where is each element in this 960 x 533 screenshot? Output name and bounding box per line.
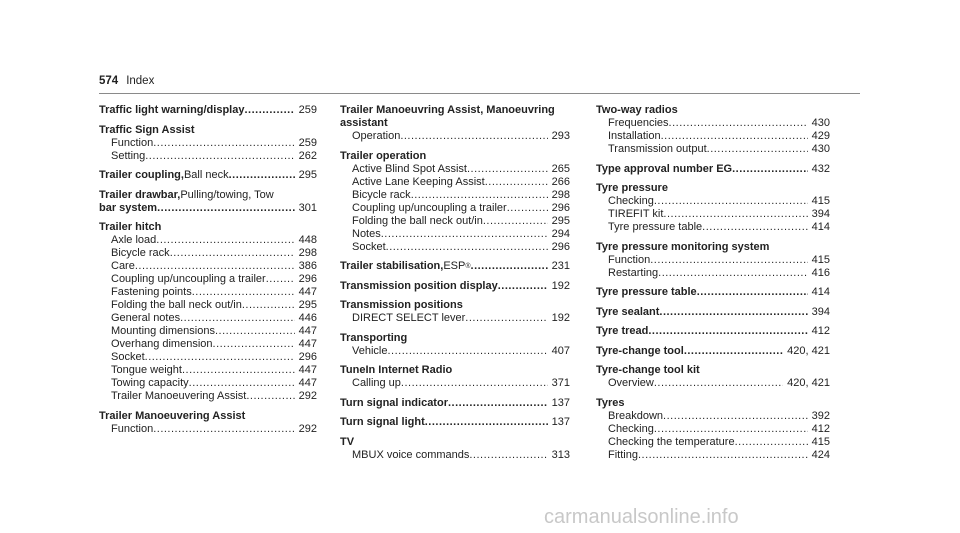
page-reference: 295	[551, 214, 570, 227]
page-reference: 265	[551, 162, 570, 175]
page-reference: 430	[811, 117, 830, 129]
page-reference: 415	[811, 253, 830, 266]
dot-leader	[266, 273, 295, 286]
index-entry	[340, 104, 570, 117]
page-reference: 394	[811, 305, 830, 318]
page-reference: 294	[551, 227, 570, 240]
dot-leader	[661, 130, 808, 143]
entry-term: Active Lane Keeping Assist	[352, 175, 485, 188]
page-reference: 414	[811, 286, 830, 298]
page-reference: 448	[298, 234, 317, 246]
dot-leader	[425, 416, 548, 429]
dot-leader	[669, 117, 808, 130]
entry-term: Type approval number EG	[596, 162, 733, 175]
dot-leader	[411, 189, 548, 202]
index-subentry	[340, 377, 570, 390]
index-entry	[596, 182, 830, 195]
index-subentry	[99, 234, 317, 247]
entry-term: Trailer coupling,	[99, 169, 184, 181]
page-reference: 371	[551, 377, 570, 389]
index-subentry	[596, 195, 830, 208]
entry-term: MBUX voice commands	[352, 448, 470, 461]
entry-suffix: Ball neck	[183, 169, 229, 181]
index-subentry	[99, 338, 317, 351]
entry-term: Function	[111, 422, 154, 435]
entry-term: Tongue weight	[111, 364, 182, 376]
entry-term: Turn signal light	[340, 416, 425, 428]
dot-leader	[638, 449, 808, 462]
entry-term: DIRECT SELECT lever	[352, 312, 466, 324]
index-subentry	[340, 312, 570, 325]
dot-leader	[467, 163, 548, 176]
entry-term: Function	[608, 253, 651, 266]
dot-leader	[663, 208, 807, 221]
page-reference: 262	[298, 149, 317, 162]
page-reference: 137	[551, 416, 570, 428]
page-reference: 392	[811, 409, 830, 422]
index-entry	[99, 189, 317, 202]
index-subentry	[99, 325, 317, 338]
page-reference: 296	[298, 351, 317, 363]
index-entry	[99, 169, 317, 182]
index-subentry	[99, 364, 317, 377]
entry-term: Trailer stabilisation,	[340, 260, 444, 272]
entry-term: Fitting	[608, 448, 638, 461]
page-reference: 447	[298, 325, 317, 337]
entry-term: Notes	[352, 227, 381, 240]
entry-term: Traffic Sign Assist	[99, 123, 195, 136]
index-entry	[340, 436, 570, 449]
entry-term: TV	[340, 435, 355, 448]
index-column-1	[99, 104, 317, 436]
page-reference: 415	[811, 435, 830, 448]
dot-leader	[182, 364, 295, 377]
entry-term: Calling up	[352, 377, 401, 389]
index-subentry	[99, 247, 317, 260]
page-reference: 192	[551, 279, 570, 292]
index-subentry	[340, 176, 570, 189]
entry-term: TIREFIT kit	[608, 208, 664, 220]
dot-leader	[659, 306, 807, 319]
entry-term: Folding the ball neck out/in	[111, 299, 242, 311]
entry-term: Transmission position display	[340, 279, 498, 292]
dot-leader	[654, 377, 783, 390]
dot-leader	[244, 104, 294, 117]
entry-term: bar system	[99, 201, 158, 214]
index-entry	[99, 104, 317, 117]
index-subentry	[596, 254, 830, 267]
index-subentry	[596, 267, 830, 280]
entry-term: Tyre pressure	[596, 182, 668, 194]
index-subentry	[99, 390, 317, 403]
entry-term: Socket	[352, 240, 386, 253]
dot-leader	[157, 202, 295, 215]
entry-term: Coupling up/uncoupling a trailer	[111, 273, 266, 285]
index-entry	[340, 150, 570, 163]
page-reference: 295	[298, 299, 317, 311]
page-reference: 296	[551, 240, 570, 253]
entry-term: Bicycle rack	[111, 247, 170, 259]
entry-term: Checking	[608, 195, 654, 207]
entry-term: Transporting	[340, 331, 408, 344]
dot-leader	[448, 397, 548, 410]
entry-term: Frequencies	[608, 117, 669, 129]
index-subentry	[99, 286, 317, 299]
entry-term: Axle load	[111, 234, 157, 246]
index-subentry	[596, 221, 830, 234]
index-column-2	[340, 104, 570, 462]
page-reference: 447	[298, 377, 317, 389]
entry-suffix: Pulling/towing, Tow	[180, 188, 274, 201]
entry-term: Transmission positions	[340, 299, 463, 311]
page-reference: 429	[811, 130, 830, 142]
page-reference: 292	[298, 422, 317, 435]
page-reference: 298	[551, 188, 570, 201]
dot-leader	[156, 234, 294, 247]
index-entry	[99, 410, 317, 423]
dot-leader	[229, 169, 295, 182]
index-subentry	[340, 228, 570, 241]
dot-leader	[697, 286, 808, 299]
index-subentry	[596, 449, 830, 462]
index-entry	[99, 124, 317, 137]
index-entry	[340, 280, 570, 293]
dot-leader	[658, 267, 808, 280]
dot-leader	[654, 423, 808, 436]
index-subentry	[99, 423, 317, 436]
dot-leader	[153, 137, 294, 150]
entry-term: Setting	[111, 149, 146, 162]
entry-term: Tyre-change tool kit	[596, 364, 700, 376]
dot-leader	[213, 338, 295, 351]
index-subentry	[99, 351, 317, 364]
index-subentry	[596, 436, 830, 449]
dot-leader	[650, 254, 807, 267]
entry-term: Bicycle rack	[352, 188, 411, 201]
entry-term: assistant	[340, 117, 388, 129]
index-entry	[596, 325, 830, 338]
page-reference: 415	[811, 195, 830, 207]
dot-leader	[180, 312, 295, 325]
index-subentry	[596, 143, 830, 156]
page-reference: 231	[551, 260, 570, 272]
page-number: 574	[99, 75, 119, 87]
index-subentry	[99, 299, 317, 312]
dot-leader	[732, 163, 808, 176]
page-reference: 394	[811, 208, 830, 220]
dot-leader	[735, 436, 808, 449]
dot-leader	[215, 325, 295, 338]
entry-term: Care	[111, 260, 135, 272]
page-reference: 192	[551, 312, 570, 324]
index-subentry	[596, 377, 830, 390]
index-subentry	[596, 423, 830, 436]
page-reference: 137	[551, 396, 570, 409]
index-column-3	[596, 104, 830, 462]
page-reference: 259	[298, 104, 317, 116]
page-reference: 293	[551, 130, 570, 142]
entry-term: Socket	[111, 351, 145, 363]
entry-term: Mounting dimensions	[111, 325, 215, 337]
page-reference: 313	[551, 448, 570, 461]
index-subentry	[596, 208, 830, 221]
index-entry	[596, 286, 830, 299]
entry-term: Tyre tread	[596, 325, 649, 337]
page-reference: 386	[298, 260, 317, 272]
page-reference: 301	[298, 201, 317, 214]
index-subentry	[596, 130, 830, 143]
index-entry	[596, 345, 830, 358]
dot-leader	[135, 260, 295, 273]
index-subentry	[340, 130, 570, 143]
dot-leader	[707, 143, 808, 156]
dot-leader	[170, 247, 295, 260]
entry-term: Installation	[608, 130, 661, 142]
index-entry	[596, 306, 830, 319]
page-reference: 447	[298, 286, 317, 298]
index-subentry	[99, 377, 317, 390]
dot-leader	[684, 345, 783, 358]
page-reference: 295	[298, 169, 317, 181]
dot-leader	[648, 325, 807, 338]
entry-term: Restarting	[608, 266, 659, 279]
dot-leader	[246, 390, 294, 403]
entry-term: Tyre pressure table	[596, 286, 697, 298]
page-reference: 430	[811, 143, 830, 155]
entry-term: Overhang dimension	[111, 338, 213, 350]
page-reference: 412	[811, 422, 830, 435]
entry-term: Trailer drawbar,	[99, 188, 181, 201]
index-entry	[340, 364, 570, 377]
page-reference: 292	[298, 390, 317, 402]
index-entry	[340, 397, 570, 410]
index-subentry	[99, 150, 317, 163]
entry-term: Trailer Manoeuvring Assist, Manoeuvring	[340, 104, 555, 116]
entry-term: Coupling up/uncoupling a trailer	[352, 201, 507, 214]
entry-suffix: ESP	[443, 260, 466, 272]
entry-term: Turn signal indicator	[340, 396, 448, 409]
entry-term: Folding the ball neck out/in	[352, 214, 483, 227]
entry-term: Checking the temperature	[608, 435, 735, 448]
index-subentry	[340, 215, 570, 228]
dot-leader	[145, 150, 294, 163]
index-entry	[99, 221, 317, 234]
entry-term: Overview	[608, 377, 654, 389]
page-reference: 407	[551, 344, 570, 357]
entry-term: Tyre sealant	[596, 305, 660, 318]
entry-term: Fastening points	[111, 286, 192, 298]
entry-term: Trailer hitch	[99, 221, 162, 233]
index-entry	[596, 241, 830, 254]
entry-term: Transmission output	[608, 143, 707, 155]
page-reference: 414	[811, 221, 830, 233]
index-subentry	[340, 163, 570, 176]
index-subentry	[99, 312, 317, 325]
index-entry	[596, 397, 830, 410]
dot-leader	[145, 351, 295, 364]
page-reference: 416	[811, 266, 830, 279]
index-subentry	[340, 345, 570, 358]
entry-term: Traffic light warning/display	[99, 104, 245, 116]
index-subentry	[596, 410, 830, 423]
page-reference: 259	[298, 136, 317, 149]
dot-leader	[189, 377, 295, 390]
index-entry	[340, 416, 570, 429]
index-entry	[596, 104, 830, 117]
page-header	[99, 75, 154, 87]
dot-leader	[387, 345, 547, 358]
dot-leader	[663, 410, 808, 423]
index-subentry	[99, 273, 317, 286]
index-subentry	[340, 241, 570, 254]
page-reference: 420, 421	[787, 344, 830, 357]
dot-leader	[153, 423, 294, 436]
index-entry	[340, 117, 570, 130]
dot-leader	[654, 195, 808, 208]
page-reference: 447	[298, 338, 317, 350]
dot-leader	[471, 260, 548, 273]
page-reference: 296	[551, 201, 570, 214]
dot-leader	[469, 449, 547, 462]
page-reference: 420, 421	[787, 377, 830, 389]
dot-leader	[483, 215, 548, 228]
page-title: Index	[126, 75, 155, 87]
entry-term: Two-way radios	[596, 104, 678, 116]
entry-term: Tyre pressure monitoring system	[596, 240, 770, 253]
entry-term: Active Blind Spot Assist	[352, 162, 467, 175]
registered-mark: ®	[465, 263, 471, 270]
entry-term: Checking	[608, 422, 654, 435]
entry-term: Tyre-change tool	[596, 344, 684, 357]
index-subentry	[596, 117, 830, 130]
dot-leader	[386, 241, 548, 254]
entry-term: Towing capacity	[111, 377, 189, 389]
index-entry	[340, 299, 570, 312]
page-reference: 296	[298, 273, 317, 285]
page-reference: 266	[551, 175, 570, 188]
entry-term: Trailer Manoeuvering Assist	[111, 390, 247, 402]
dot-leader	[242, 299, 295, 312]
watermark: carmanualsonline.info	[544, 506, 739, 528]
index-entry	[340, 332, 570, 345]
entry-term: General notes	[111, 312, 181, 324]
dot-leader	[381, 228, 548, 241]
page-reference: 412	[811, 325, 830, 337]
entry-term: Trailer Manoeuvering Assist	[99, 409, 246, 422]
dot-leader	[401, 377, 548, 390]
dot-leader	[465, 312, 547, 325]
header-rule	[99, 93, 860, 94]
dot-leader	[702, 221, 807, 234]
index-subentry	[340, 449, 570, 462]
index-entry	[340, 260, 570, 273]
entry-term: Tyres	[596, 396, 625, 409]
entry-term: Vehicle	[352, 344, 388, 357]
entry-term: TuneIn Internet Radio	[340, 364, 453, 376]
entry-term: Trailer operation	[340, 149, 427, 162]
index-entry	[99, 202, 317, 215]
index-subentry	[340, 189, 570, 202]
page-reference: 424	[811, 448, 830, 461]
page-reference: 298	[298, 247, 317, 259]
index-subentry	[340, 202, 570, 215]
index-subentry	[99, 260, 317, 273]
page-reference: 432	[811, 162, 830, 175]
entry-term: Function	[111, 136, 154, 149]
index-subentry	[99, 137, 317, 150]
dot-leader	[507, 202, 548, 215]
dot-leader	[192, 286, 295, 299]
dot-leader	[400, 130, 547, 143]
index-entry	[596, 364, 830, 377]
page-reference: 446	[298, 312, 317, 324]
dot-leader	[498, 280, 548, 293]
entry-term: Operation	[352, 130, 401, 142]
index-entry	[596, 163, 830, 176]
page-reference: 447	[298, 364, 317, 376]
dot-leader	[485, 176, 548, 189]
entry-term: Tyre pressure table	[608, 221, 703, 233]
entry-term: Breakdown	[608, 409, 664, 422]
